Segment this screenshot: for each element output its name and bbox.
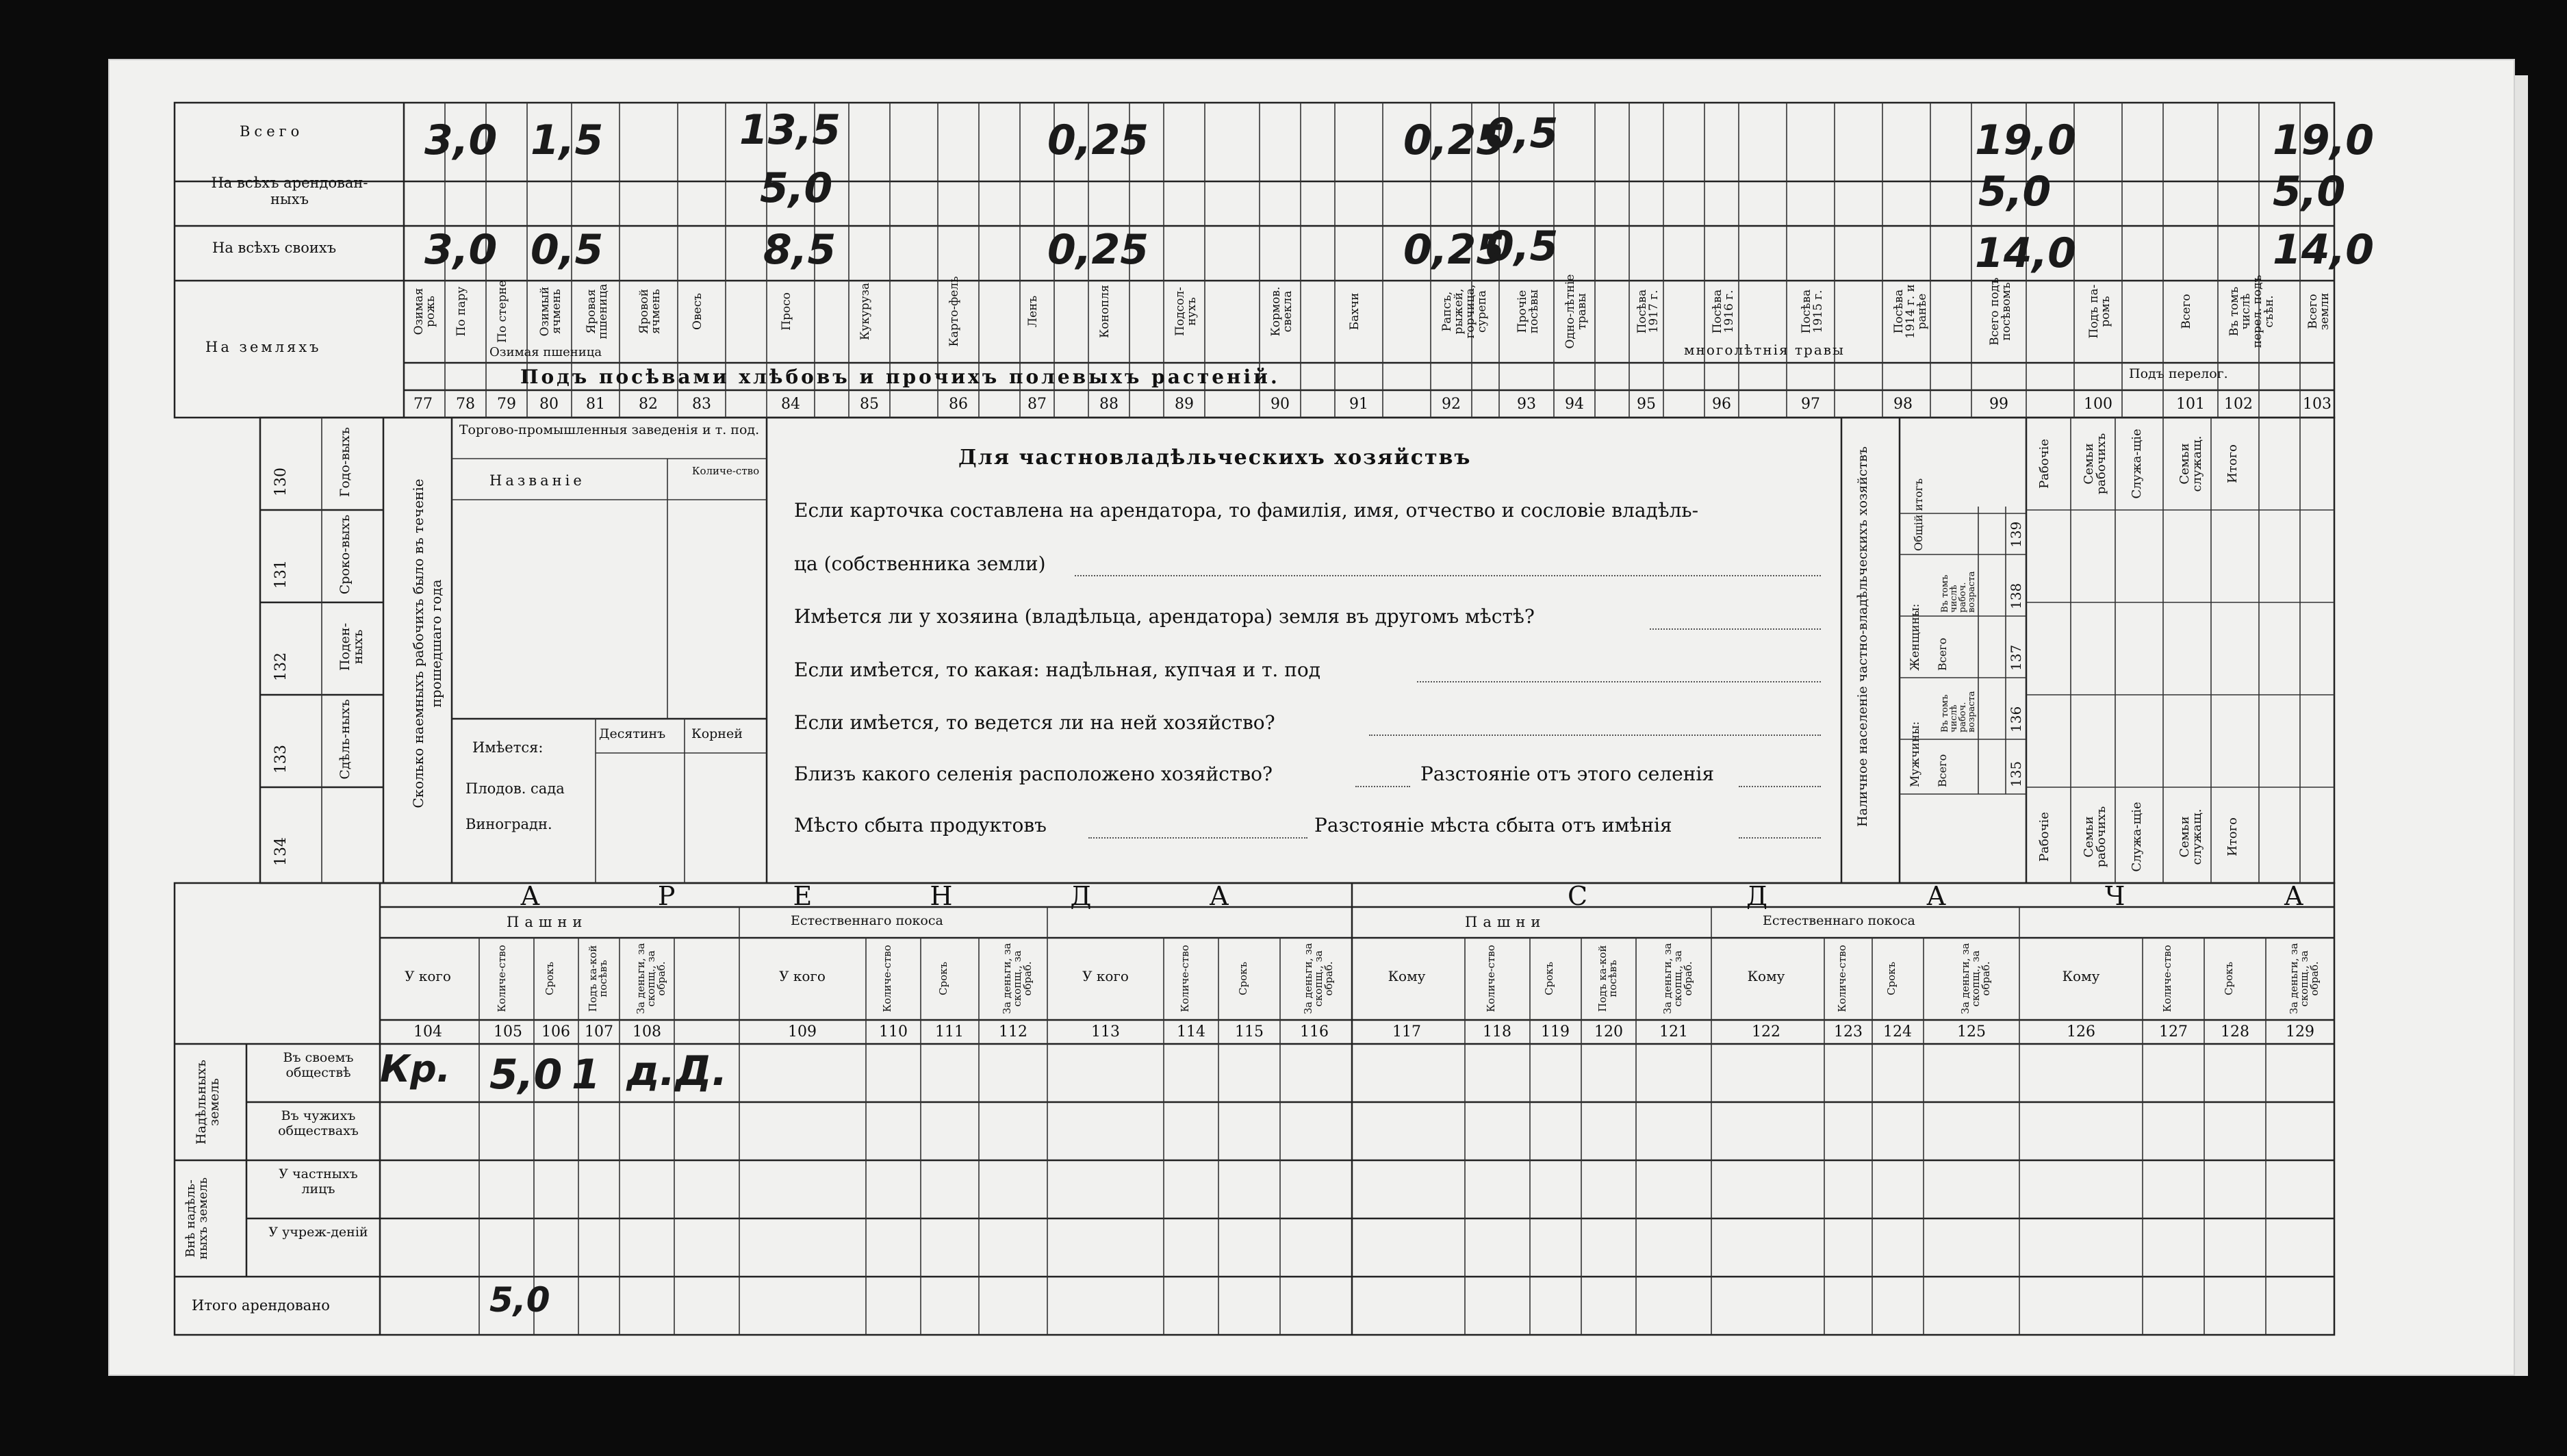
hw-svoih-4: 0,25 (1047, 226, 1149, 274)
hw-rent-amt: 5,0 (489, 1051, 563, 1099)
column-number: 97 (1801, 396, 1820, 413)
rent-column-number: 107 (585, 1023, 613, 1040)
population-header-bottom: Семьи служащ. (2178, 808, 2204, 865)
crop-header: Овесъ (691, 293, 704, 330)
nazvanie-label: Названіе (489, 472, 585, 489)
hw-rent-kr: Кр. (380, 1047, 451, 1090)
rent-column-header: Срокъ (2223, 961, 2235, 996)
rent-column-header: Количе-ство (2161, 945, 2173, 1012)
zhenshchiny-label: Женщины: (1908, 603, 1922, 671)
crop-header: Посѣва 1914 г. и ранѣе (1892, 284, 1929, 339)
question-6: Мѣсто сбыта продуктовъ (794, 814, 1047, 836)
column-number: 90 (1270, 396, 1290, 413)
column-number: 82 (639, 396, 658, 413)
hired-row-number: 132 (272, 652, 290, 681)
rent-column-number: 124 (1883, 1023, 1912, 1040)
column-number: 95 (1637, 396, 1656, 413)
column-number: 92 (1442, 396, 1461, 413)
hw-vsego-7: 19,0 (1975, 116, 2077, 164)
population-row-number: 137 (2008, 644, 2024, 671)
crop-header: Карто-фель (947, 276, 961, 347)
rent-column-number: 123 (1834, 1023, 1863, 1040)
hw-vsego-3: 13,5 (739, 106, 841, 154)
mnogoletnie-label: многолѣтнія травы (1684, 342, 1845, 358)
crop-header: Кукуруза (858, 282, 872, 341)
question-5b: Разстояніе отъ этого селенія (1420, 763, 1714, 785)
rab-vozr-w-label: Въ томъ числѣ рабоч. возраста (1940, 571, 1977, 613)
pod-perelog-label: Подъ перелог. (2129, 366, 2228, 381)
population-header-top: Рабочіе (2037, 439, 2052, 489)
ozimaya-pshenitsa-label: Озимая пшеница (489, 345, 602, 359)
rent-column-number: 109 (788, 1023, 817, 1040)
rent-column-number: 118 (1483, 1023, 1511, 1040)
crop-header: Всего подъ посѣвомъ (1988, 277, 2013, 346)
row-chastnyh: У частныхъ лицъ (279, 1166, 358, 1197)
hired-type-label: Годо-выхъ (337, 426, 353, 498)
crop-header: По стерне (496, 280, 509, 343)
kolichestvo-label: Количе-ство (691, 465, 760, 477)
rent-column-header: Количе-ство (496, 945, 508, 1012)
crop-header: Бахчи (1348, 292, 1362, 331)
rent-column-header: Количе-ство (1836, 945, 1848, 1012)
column-number: 101 (2176, 396, 2205, 413)
crop-header: Подъ па-ромъ (2087, 284, 2112, 339)
column-number: 78 (456, 396, 475, 413)
column-number: 77 (413, 396, 433, 413)
rent-column-number: 121 (1659, 1023, 1688, 1040)
column-number: 91 (1349, 396, 1368, 413)
nalichnoe-label: Наличное населеніе частно-владѣльческихъ хозяйствъ (1855, 446, 1870, 827)
population-header-top: Семьи рабочихъ (2082, 433, 2108, 495)
vinogr-label: Виноградн. (465, 816, 552, 832)
row-label-na-zemlyah: На земляхъ (205, 339, 322, 355)
column-number: 103 (2303, 396, 2332, 413)
column-number: 96 (1712, 396, 1731, 413)
question-2: Имѣется ли у хозяина (владѣльца, арендатора) земля въ другомъ мѣстѣ? (794, 605, 1535, 628)
column-number: 85 (860, 396, 879, 413)
population-row-number: 136 (2008, 706, 2024, 732)
column-number: 100 (2084, 396, 2112, 413)
rent-column-header: Подъ ка-кой посѣвъ (1596, 945, 1619, 1012)
column-number: 89 (1175, 396, 1194, 413)
hired-type-label: Сроко-выхъ (337, 514, 353, 595)
private-farms-title: Для частновладѣльческихъ хозяйствъ (958, 446, 1472, 470)
hw-arend-3: 5,0 (2273, 168, 2346, 216)
population-header-bottom: Семьи рабочихъ (2082, 806, 2108, 868)
rent-column-number: 129 (2286, 1023, 2314, 1040)
rab-vozr-m-label: Въ томъ числѣ рабоч. возраста (1940, 691, 1977, 732)
torg-label: Торгово-промышленныя заведенія и т. под. (459, 422, 760, 437)
rent-column-header: Срокъ (937, 961, 949, 996)
population-header-bottom: Рабочіе (2037, 812, 2052, 862)
rent-column-header: Количе-ство (1179, 945, 1191, 1012)
vsego-w-label: Всего (1936, 637, 1949, 671)
rent-column-header: Срокъ (1885, 961, 1898, 996)
crop-header: Въ томъ числѣ перел. подъ съѣн. (2227, 274, 2276, 348)
crop-header: Ленъ (1026, 295, 1040, 328)
hw-svoih-6: 0,5 (1485, 222, 1559, 270)
row-label-vsego: Всего (240, 123, 304, 140)
crop-header: Озимый ячмень (538, 286, 563, 337)
rent-column-number: 119 (1541, 1023, 1570, 1040)
column-number: 102 (2224, 396, 2253, 413)
rent-column-header: За деньги, за скопщ., за обраб. (1001, 943, 1034, 1014)
rent-column-number: 105 (494, 1023, 522, 1040)
population-header-top: Служа-щіе (2130, 429, 2144, 499)
answer-line-5b[interactable] (1739, 786, 1821, 787)
rent-column-number: 110 (879, 1023, 908, 1040)
column-number: 83 (692, 396, 711, 413)
rent-column-number: 115 (1235, 1023, 1264, 1040)
population-header-bottom: Служа-щіе (2130, 802, 2144, 872)
column-number: 88 (1099, 396, 1119, 413)
crop-header: Рапсъ, рыжей, горчица, сурепа (1440, 284, 1489, 339)
vnenadel-label: Внѣ надѣль-ныхъ земель (183, 1177, 210, 1260)
population-row-number: 139 (2008, 521, 2024, 548)
hw-svoih-3: 8,5 (763, 226, 836, 274)
answer-line-6b[interactable] (1739, 837, 1821, 839)
rent-column-number: 128 (2221, 1023, 2249, 1040)
rent-column-header: Кому (1747, 968, 1785, 984)
answer-line-6[interactable] (1088, 837, 1307, 839)
rent-column-header: Срокъ (1543, 961, 1555, 996)
rent-column-header: За деньги, за скопщ., за обраб. (1959, 943, 1992, 1014)
rent-column-number: 126 (2067, 1023, 2095, 1040)
rent-column-number: 106 (541, 1023, 570, 1040)
column-number: 84 (781, 396, 800, 413)
rent-column-number: 117 (1392, 1023, 1421, 1040)
crop-header: По пару (455, 286, 468, 337)
hw-arend-2: 5,0 (1978, 168, 2052, 216)
sdacha-estestv: Естественнаго покоса (1763, 913, 1915, 928)
population-row-number: 138 (2008, 583, 2024, 609)
hw-svoih-8: 14,0 (2273, 226, 2375, 274)
hw-svoih-7: 14,0 (1975, 229, 2077, 277)
hw-vsego-8: 19,0 (2273, 116, 2375, 164)
answer-line-5[interactable] (1355, 786, 1410, 787)
rent-column-number: 113 (1091, 1023, 1120, 1040)
answer-line-3[interactable] (1417, 681, 1821, 682)
answer-line-1[interactable] (1075, 575, 1821, 576)
vsego-m-label: Всего (1936, 754, 1949, 787)
population-header-bottom: Итого (2225, 817, 2240, 856)
row-label-arend: На всѣхъ арендован- ныхъ (211, 175, 368, 208)
crop-header: Подсол-нухъ (1173, 287, 1199, 336)
muzhchiny-label: Мужчины: (1908, 721, 1922, 787)
crop-header: Одно-лѣтніе травы (1563, 274, 1589, 349)
sdacha-heading: С Д А Ч А (1568, 881, 2379, 911)
rent-column-number: 116 (1300, 1023, 1329, 1040)
column-number: 99 (1989, 396, 2008, 413)
rent-column-header: Срокъ (544, 961, 556, 996)
hw-svoih-2: 0,5 (531, 226, 604, 274)
arenda-heading: А Р Е Н Д А (520, 881, 1284, 911)
obsh-itog-label: Общій итогъ (1912, 478, 1925, 551)
hw-arend-1: 5,0 (760, 164, 833, 212)
rent-column-number: 125 (1957, 1023, 1986, 1040)
arenda-pashni: Пашни (507, 914, 588, 930)
row-uchrezhd: У учреж-деній (268, 1225, 368, 1240)
row-label-svoih: На всѣхъ своихъ (212, 240, 337, 256)
column-number: 87 (1027, 396, 1047, 413)
hired-row-number: 134 (272, 837, 290, 866)
crop-header: Яровая пшеница (585, 283, 610, 340)
crop-header: Яровой ячмень (637, 289, 663, 334)
pod-posevami-label: Подъ посѣвами хлѣбовъ и прочихъ полевыхъ растеній. (520, 366, 1280, 388)
rent-column-header: У кого (1082, 968, 1129, 984)
rent-column-header: Подъ ка-кой посѣвъ (587, 945, 609, 1012)
population-row-number: 135 (2008, 761, 2024, 787)
hw-vsego-1: 3,0 (424, 116, 498, 164)
question-6b: Разстояніе мѣста сбыта отъ имѣнія (1314, 814, 1672, 836)
rent-column-number: 111 (935, 1023, 964, 1040)
rent-column-number: 122 (1752, 1023, 1780, 1040)
rent-column-number: 104 (413, 1023, 442, 1040)
row-chuzhih: Въ чужихъ обществахъ (278, 1108, 359, 1138)
hw-vsego-6: 0,5 (1485, 110, 1559, 157)
population-header-top: Семьи служащ. (2178, 435, 2204, 492)
rent-column-header: Количе-ство (1485, 945, 1497, 1012)
crop-header: Кормов. свекла (1269, 286, 1294, 337)
rent-column-header: У кого (779, 968, 826, 984)
rent-column-header: Количе-ство (881, 945, 893, 1012)
answer-line-4[interactable] (1369, 735, 1821, 736)
crop-header: Посѣва 1916 г. (1711, 289, 1736, 334)
crop-header: Посѣва 1915 г. (1800, 289, 1825, 334)
hw-rent-term: 1 (572, 1051, 600, 1099)
rent-column-header: Кому (2062, 968, 2100, 984)
rent-column-header: За деньги, за скопщ., за обраб. (1661, 943, 1694, 1014)
hired-row-number: 133 (272, 745, 290, 774)
column-number: 93 (1517, 396, 1536, 413)
column-number: 98 (1893, 396, 1913, 413)
arenda-estestv: Естественнаго покоса (791, 913, 943, 928)
hw-itogo-amt: 5,0 (489, 1280, 550, 1320)
desyatin-label: Десятинъ (599, 726, 666, 741)
crop-header: Прочіе посѣвы (1516, 289, 1541, 334)
naemnyh-label: Сколько наемныхъ рабочихъ было въ теченіе прошедшаго года (410, 478, 444, 808)
column-number: 94 (1565, 396, 1584, 413)
row-svoem: Въ своемъ обществѣ (283, 1050, 354, 1080)
rent-column-number: 127 (2159, 1023, 2188, 1040)
hired-row-number: 130 (272, 468, 290, 496)
hired-row-number: 131 (272, 560, 290, 589)
korney-label: Корней (691, 726, 743, 741)
hw-vsego-2: 1,5 (531, 116, 604, 164)
hired-type-label: Поден-ныхъ (337, 622, 366, 672)
column-number: 80 (539, 396, 559, 413)
rent-column-number: 120 (1594, 1023, 1623, 1040)
crop-header: Просо (780, 292, 793, 331)
column-number: 79 (497, 396, 516, 413)
imeetsya-label: Имѣется: (472, 739, 544, 756)
hired-type-label: Сдѣль-ныхъ (337, 699, 353, 780)
question-5: Близъ какого селенія расположено хозяйство? (794, 763, 1273, 785)
column-number: 86 (949, 396, 968, 413)
rent-column-header: За деньги, за скопщ., за обраб. (1302, 943, 1335, 1014)
crop-header: Всего (2180, 294, 2193, 329)
rent-column-number: 114 (1177, 1023, 1205, 1040)
row-itogo: Итого арендовано (192, 1297, 330, 1314)
crop-header: Озимая рожь (412, 288, 437, 335)
hw-rent-how: д.Д. (626, 1047, 728, 1095)
answer-line-2[interactable] (1650, 628, 1821, 630)
question-1b: ца (собственника земли) (794, 552, 1046, 575)
hw-svoih-1: 3,0 (424, 226, 498, 274)
hw-vsego-4: 0,25 (1047, 116, 1149, 164)
population-header-top: Итого (2225, 444, 2240, 483)
rent-column-header: Срокъ (1237, 961, 1249, 996)
hw-vsego-5: 0,25 (1403, 116, 1505, 164)
crop-header: Посѣва 1917 г. (1635, 289, 1661, 334)
rent-column-number: 108 (633, 1023, 661, 1040)
rent-column-header: У кого (405, 968, 451, 984)
rent-column-header: Кому (1388, 968, 1426, 984)
question-3: Если имѣется, то какая: надѣльная, купчая и т. под (794, 659, 1320, 681)
nadel-label: Надѣльныхъ земель (194, 1059, 222, 1145)
rent-column-number: 112 (999, 1023, 1027, 1040)
crop-header: Всего земли (2306, 292, 2332, 331)
question-4: Если имѣется, то ведется ли на ней хозяйство? (794, 711, 1275, 734)
crop-header: Конопля (1098, 285, 1112, 338)
question-1: Если карточка составлена на арендатора, то фамилія, имя, отчество и сословіе владѣль- (794, 499, 1699, 522)
hw-svoih-5: 0,25 (1403, 226, 1505, 274)
rent-column-header: За деньги, за скопщ., за обраб. (2288, 943, 2321, 1014)
plodov-label: Плодов. сада (465, 780, 565, 797)
rent-column-header: За деньги, за скопщ., за обраб. (635, 943, 667, 1014)
column-number: 81 (586, 396, 605, 413)
sdacha-pashni: Пашни (1465, 914, 1546, 930)
